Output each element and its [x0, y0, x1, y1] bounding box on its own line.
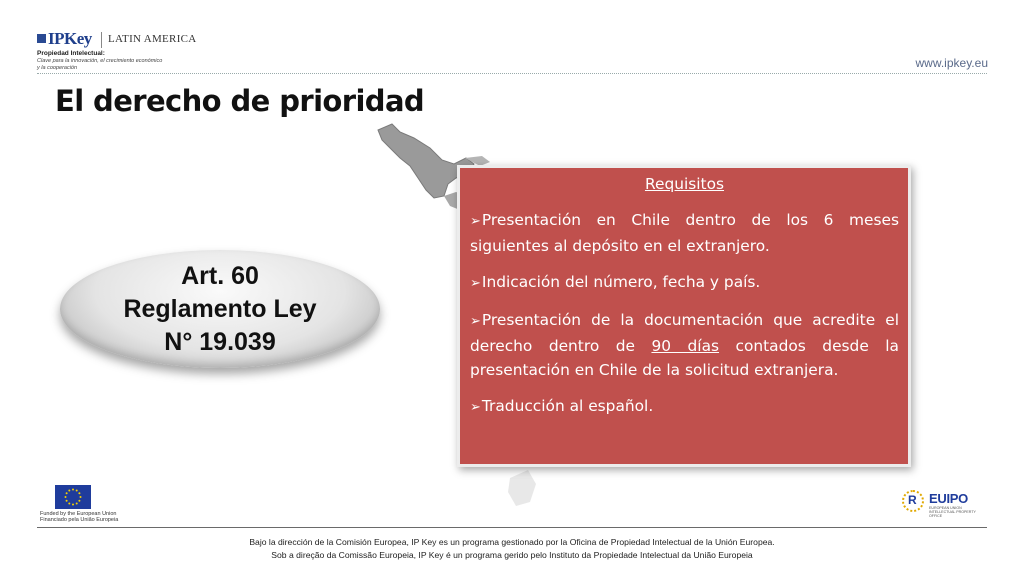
site-url-link[interactable]: www.ipkey.eu — [915, 56, 988, 70]
arrow-bullet-icon: ➢ — [470, 214, 481, 229]
requirement-item: ➢Indicación del número, fecha y país. — [470, 273, 761, 291]
logo-tagline-1: Propiedad Intelectual: — [37, 50, 105, 57]
logo-region: LATIN AMERICA — [108, 33, 197, 45]
logo-tagline-2: Clave para la innovación, el crecimiento económico — [37, 58, 163, 64]
badge-line-2: Reglamento Ley — [123, 294, 317, 323]
requirements-heading: Requisitos — [644, 175, 725, 193]
badge-line-3: N° 19.039 — [164, 327, 276, 356]
footer-disclaimer-es: Bajo la dirección de la Comisión Europea, IP Key es un programa gestionado por la Oficina de Propiedad Intelectual de la Unión Europea. — [249, 537, 775, 547]
logo-mark-icon — [37, 34, 46, 43]
euipo-logo: R EUIPO EUROPEAN UNION INTELLECTUAL PROPERTY OFFICE — [902, 490, 992, 516]
funded-by-text: Funded by the European Union — [40, 511, 117, 517]
requirements-box — [460, 168, 908, 464]
logo-separator — [101, 32, 102, 48]
requirement-item: ➢Traducción al español. — [470, 397, 654, 415]
badge-line-1: Art. 60 — [181, 261, 259, 290]
header-divider — [37, 73, 987, 74]
euipo-name: EUIPO — [929, 491, 968, 506]
footer-disclaimer-pt: Sob a direção da Comissão Europeia, IP Key é un programa gerido pelo Instituto da Propiedade Intelectual da União Europeia — [271, 550, 753, 560]
ipkey-logo — [37, 31, 237, 77]
arrow-bullet-icon: ➢ — [470, 400, 481, 415]
euipo-subtitle: EUROPEAN UNION INTELLECTUAL PROPERTY OFFICE — [929, 506, 976, 518]
arrow-bullet-icon: ➢ — [470, 276, 481, 291]
footer-divider — [37, 527, 987, 528]
funded-by-text-pt: Financiado pela União Europeia — [40, 517, 119, 523]
eu-flag-icon — [55, 485, 91, 509]
article-badge — [60, 250, 380, 368]
slide-title: El derecho de prioridad — [55, 84, 425, 118]
requirement-item: ➢Presentación en Chile dentro de los 6 meses siguientes al depósito en el extranjero. — [470, 211, 899, 255]
requirement-item: ➢Presentación de la documentación que acredite el derecho dentro de 90 días contados desde la presentación en Chile de la solicitud extranjera. — [470, 311, 899, 379]
logo-brand: IPKey — [48, 29, 92, 48]
arrow-bullet-icon: ➢ — [470, 314, 481, 329]
logo-tagline-3: y la cooperación — [37, 65, 78, 71]
underlined-term: 90 días — [651, 337, 720, 355]
